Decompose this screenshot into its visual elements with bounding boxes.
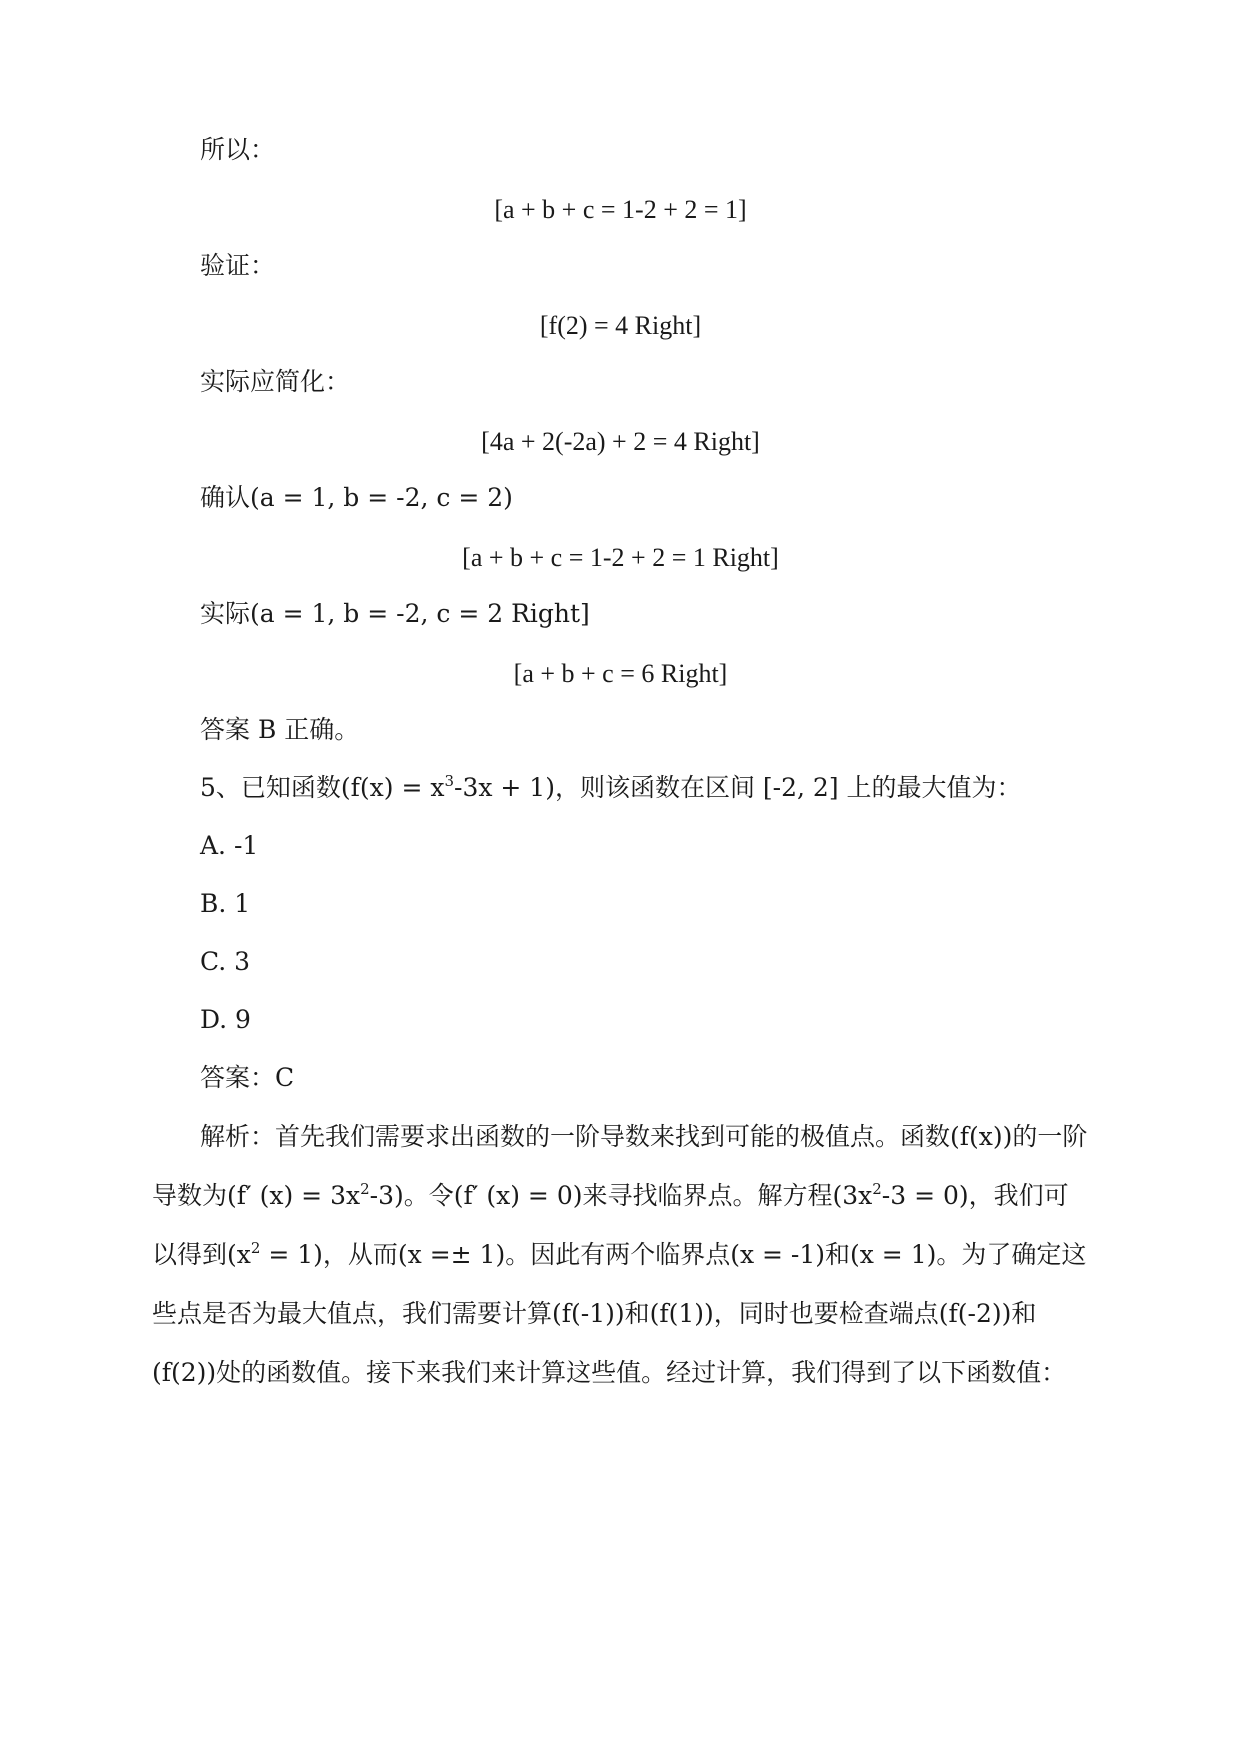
analysis-line-2-b: -3)。令(f′ (x) = 0)来寻找临界点。解方程(3x: [369, 1181, 873, 1210]
question-stem-b: -3x + 1)，则该函数在区间 [-2, 2] 上的最大值为：: [454, 773, 1022, 802]
option-c: C. 3: [200, 947, 251, 976]
equation-sum-actual: [a + b + c = 6 Right]: [513, 659, 728, 688]
answer-line: 答案：C: [200, 1063, 295, 1092]
equation-simplified: [4a + 2(-2a) + 2 = 4 Right]: [481, 427, 760, 456]
analysis-exponent-3: 2: [250, 1239, 261, 1257]
analysis-line-5: (f(2))处的函数值。接下来我们来计算这些值。经过计算，我们得到了以下函数值：: [152, 1358, 1067, 1387]
text-therefore: 所以：: [200, 135, 276, 164]
equation-sum-confirm: [a + b + c = 1-2 + 2 = 1 Right]: [462, 543, 779, 572]
analysis-exponent-2: 2: [872, 1180, 882, 1198]
analysis-line-3-a: 以得到(x: [152, 1240, 251, 1269]
option-a: A. -1: [200, 831, 259, 860]
text-actual: 实际(a = 1, b = -2, c = 2 Right]: [200, 599, 590, 628]
analysis-line-2-c: -3 = 0)，我们可: [881, 1181, 1069, 1210]
equation-sum: [a + b + c = 1-2 + 2 = 1]: [494, 195, 747, 224]
analysis-exponent-1: 2: [360, 1180, 370, 1198]
analysis-line-1: 解析：首先我们需要求出函数的一阶导数来找到可能的极值点。函数(f(x))的一阶: [200, 1122, 1088, 1151]
option-d: D. 9: [200, 1005, 251, 1034]
text-verify: 验证：: [200, 251, 276, 280]
text-answer-b: 答案 B 正确。: [200, 715, 360, 744]
analysis-line-2-a: 导数为(f′ (x) = 3x: [152, 1181, 361, 1210]
text-simplify: 实际应简化：: [200, 367, 351, 396]
text-confirm: 确认(a = 1, b = -2, c = 2): [200, 483, 513, 512]
equation-f2: [f(2) = 4 Right]: [539, 311, 702, 340]
analysis-line-4: 些点是否为最大值点，我们需要计算(f(-1))和(f(1))，同时也要检查端点(f(-2))和: [152, 1299, 1037, 1328]
option-b: B. 1: [200, 889, 251, 918]
question-exponent: 3: [444, 772, 455, 790]
question-stem: [200, 772, 1022, 804]
analysis-line-2: [152, 1180, 1069, 1212]
analysis-line-3: [152, 1239, 1086, 1271]
analysis-line-3-b: = 1)，从而(x =± 1)。因此有两个临界点(x = -1)和(x = 1)。为了确定这: [260, 1240, 1087, 1269]
question-stem-a: 5、已知函数(f(x) = x: [200, 773, 445, 802]
